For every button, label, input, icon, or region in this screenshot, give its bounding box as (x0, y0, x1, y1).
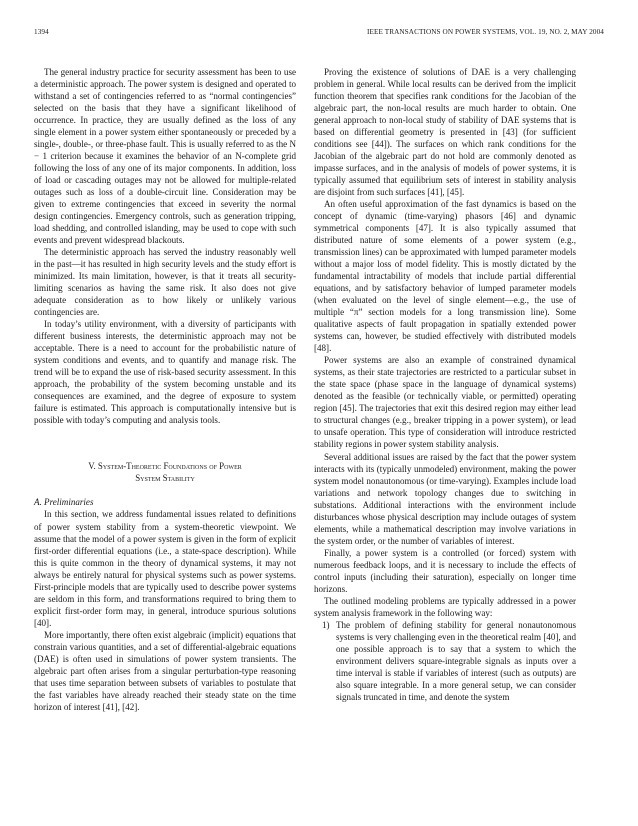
paragraph: Power systems are also an example of constrained dynamical systems, as their state trajectories are restricted to a particular subset in the state space (phase space in the language of dynamical systems) denoted as the feasible (or technically viable, or permitted) operating region [45]. The trajectories that exit this desired region may either lead to structural changes (e.g., breaker tripping in a power system), or lead to unsafe operation. This type of consideration will introduce restricted stability regions in power system stability analysis. (314, 355, 576, 450)
paragraph: Proving the existence of solutions of DAE is a very challenging problem in general. While local results can be derived from the implicit function theorem that specifies rank conditions for the Jacobian of the algebraic part, the non-local results are much harder to obtain. One general approach to non-local study of stability of DAE systems that is based on differential geometry is presented in [43] (for sufficient conditions see [44]). The surfaces on which rank conditions for the Jacobian of the algebraic part do not hold are commonly denoted as impasse surfaces, and in the analysis of models of power systems, it is typically assumed that equilibrium sets of interest in stability analysis are disjoint from such surfaces [41], [45]. (314, 67, 576, 198)
list-item-text: The problem of defining stability for general nonautonomous systems is very challenging even in the theoretical realm [40], and one possible approach is to say that a system to which the environment delivers square-integrable signals as inputs over a time interval is stable if variables of interest (such as outputs) are also square integrable. In a more general setup, we can consider signals truncated in time, and denote the system (336, 619, 576, 702)
left-column (34, 66, 296, 713)
section-title: System-Theoretic Foundations of Power (97, 461, 242, 472)
paragraph: The general industry practice for security assessment has been to use a deterministic approach. The power system is designed and operated to withstand a set of contingencies referred to as “normal contingencies” selected on the basis that they have a significant likelihood of occurrence. In practice, they are usually defined as the loss of any single element in a power system either spontaneously or preceded by a single-, double-, or three-phase fault. This is usually referred to as the N − 1 criterion because it examines the behavior of an N-complete grid following the loss of any one of its major components. In addition, loss of load or cascading outages may not be allowed for multiple-related outages such as loss of a double-circuit line. Consideration may be given to extreme contingencies that exceed in severity the normal design contingencies. Emergency controls, such as generation tripping, load shedding, and controlled islanding, may be used to cope with such events and prevent widespread blackouts. (34, 67, 296, 246)
section-number: V. (88, 461, 96, 472)
numbered-list (314, 619, 576, 703)
page-header (34, 28, 604, 40)
running-title: IEEE TRANSACTIONS ON POWER SYSTEMS, VOL. 19, NO. 2, MAY 2004 (366, 28, 604, 36)
paragraph: More importantly, there often exist algebraic (implicit) equations that constrain various quantities, and a set of differential-algebraic equations (DAE) is often used in simulations of power system transients. The algebraic part often arises from a singular perturbation-type reasoning that uses time separation between subsets of variables to postulate that the fast variables have already reached their steady state on the time horizon of interest [41], [42]. (34, 629, 296, 712)
page-number: 1394 (34, 28, 49, 36)
paragraph: In this section, we address fundamental issues related to definitions of power system stability from a system-theoretic viewpoint. We assume that the model of a power system is given in the form of explicit first-order differential equations (i.e., a state-space description). While this is quite common in the theory of dynamical systems, it may not always be entirely natural for physical systems such as power systems. First-principle models that are typically used to describe power systems are seldom in this form, and transformations required to bring them to explicit first-order form may, in general, introduce spurious solutions [40]. (34, 509, 296, 628)
paragraph: The deterministic approach has served the industry reasonably well in the past—it has resulted in high security levels and the study effort is minimized. Its main limitation, however, is that it treats all security-limiting scenarios as having the same risk. It also does not give adequate consideration as to how likely or unlikely various contingencies are. (34, 247, 296, 318)
list-item (314, 619, 576, 703)
section-heading (34, 460, 296, 484)
paragraph: An often useful approximation of the fast dynamics is based on the concept of dynamic (time-varying) phasors [46] and dynamic symmetrical components [47]. It is also typically assumed that distributed nature of some elements of a power system (e.g., transmission lines) can be approximated with lumped parameter models without a major loss of model fidelity. This is mostly dictated by the fundamental intractability of models that include partial differential equations, and by satisfactory behavior of lumped parameter models (when evaluated on the level of single element—e.g., the use of multiple “π” section models for a long transmission line). Some qualitative aspects of fault propagation in spatially extended power systems can, however, be studied effectively with distributed models [48]. (314, 199, 576, 354)
section-title-cont: System Stability (135, 473, 195, 484)
right-column (314, 66, 576, 703)
list-number: 1) (322, 619, 330, 630)
paragraph: Several additional issues are raised by the fact that the power system interacts with its (typically unmodeled) environment, making the power system model nonautonomous (or time-varying). Examples include load variations and network topology changes due to switching in substations. Additional interactions with the environment include disturbances whose physical description may include outages of system elements, while a mathematical description may involve variations in the system order, or the number of variables of interest. (314, 451, 576, 546)
paragraph: In today’s utility environment, with a diversity of participants with different business interests, the deterministic approach may not be acceptable. There is a need to account for the probabilistic nature of system conditions and events, and to quantify and manage risk. The trend will be to expand the use of risk-based security assessment. In this approach, the probability of the system becoming unstable and its consequences are examined, and the degree of exposure to system failure is estimated. This approach is computationally intensive but is possible with today’s computing and analysis tools. (34, 319, 296, 426)
paragraph: The outlined modeling problems are typically addressed in a power system analysis framework in the following way: (314, 595, 576, 618)
paragraph: Finally, a power system is a controlled (or forced) system with numerous feedback loops, and it is necessary to include the effects of control inputs (including their saturation), especially on longer time horizons. (314, 547, 576, 594)
subsection-heading: A. Preliminaries (34, 497, 94, 508)
